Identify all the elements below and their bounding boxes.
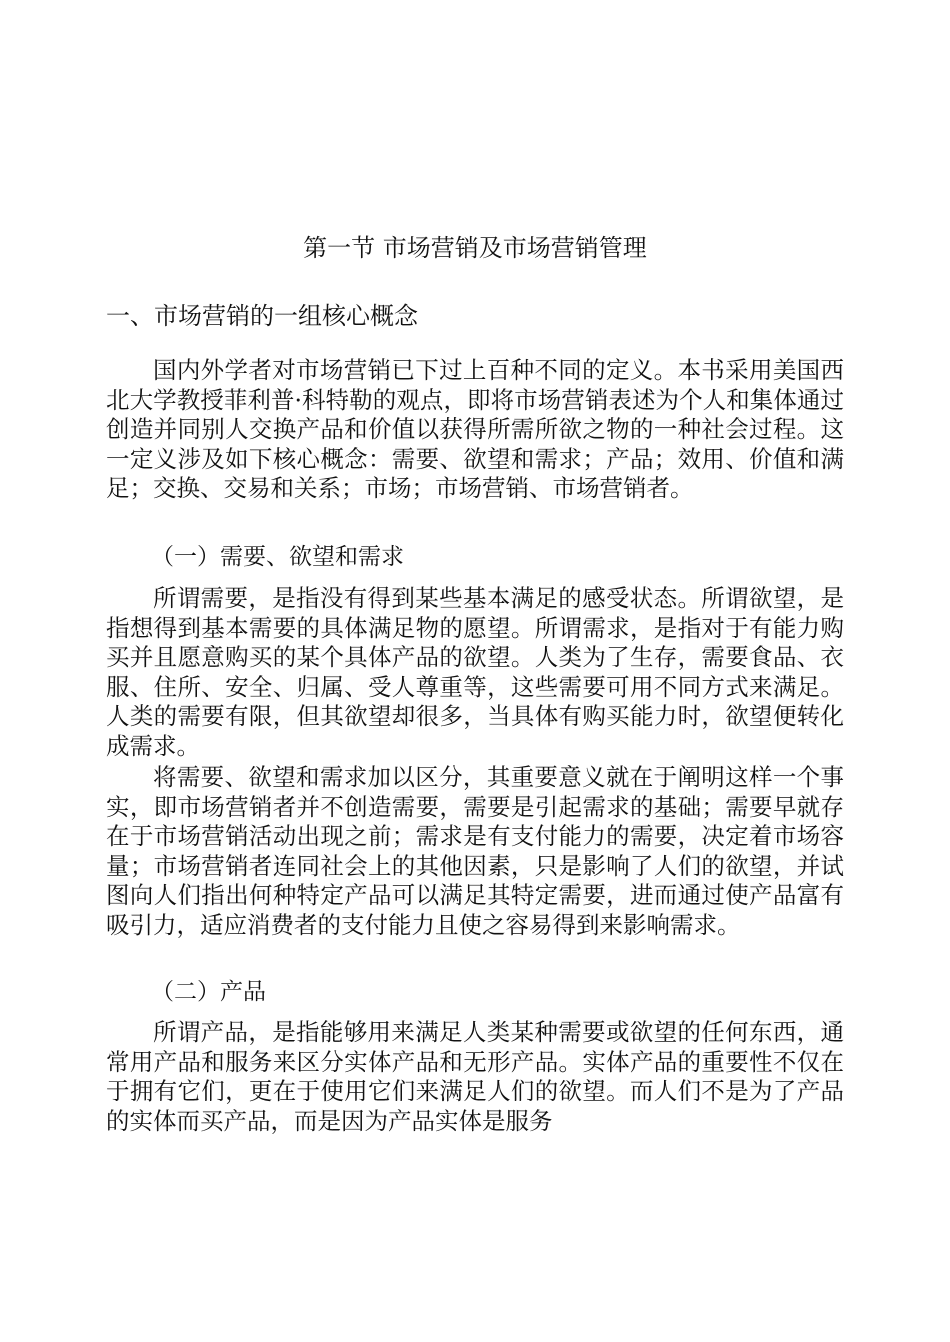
section-title: 第一节 市场营销及市场营销管理 (303, 234, 647, 262)
subheading-product: （二）产品 (151, 979, 266, 1005)
subheading-needs-wants-demands: （一）需要、欲望和需求 (151, 544, 404, 570)
paragraph-definition: 国内外学者对市场营销已下过上百种不同的定义。本书采用美国西北大学教授菲利普·科特勒的观点，即将市场营销表述为个人和集体通过创造并同别人交换产品和价值以获得所需所欲之物的一种社会过程。这一定义涉及如下核心概念：需要、欲望和需求；产品；效用、价值和满足；交换、交易和关系；市场；市场营销、市场营销者。 (106, 356, 844, 502)
paragraph-product: 所谓产品，是指能够用来满足人类某种需要或欲望的任何东西，通常用产品和服务来区分实体产品和无形产品。实体产品的重要性不仅在于拥有它们，更在于使用它们来满足人们的欲望。而人们不是为了产品的实体而买产品，而是因为产品实体是服务 (106, 1018, 844, 1135)
paragraph-needs: 所谓需要，是指没有得到某些基本满足的感受状态。所谓欲望，是指想得到基本需要的具体满足物的愿望。所谓需求，是指对于有能力购买并且愿意购买的某个具体产品的欲望。人类为了生存，需要食品、衣服、住所、安全、归属、受人尊重等，这些需要可用不同方式来满足。人类的需要有限，但其欲望却很多，当具体有购买能力时，欲望便转化成需求。 (106, 584, 844, 760)
heading-core-concepts: 一、市场营销的一组核心概念 (106, 302, 418, 330)
paragraph-distinction: 将需要、欲望和需求加以区分，其重要意义就在于阐明这样一个事实，即市场营销者并不创造需要，需要是引起需求的基础；需要早就存在于市场营销活动出现之前；需求是有支付能力的需要，决定着市场容量；市场营销者连同社会上的其他因素，只是影响了人们的欲望，并试图向人们指出何种特定产品可以满足其特定需要，进而通过使产品富有吸引力，适应消费者的支付能力且使之容易得到来影响需求。 (106, 763, 844, 939)
